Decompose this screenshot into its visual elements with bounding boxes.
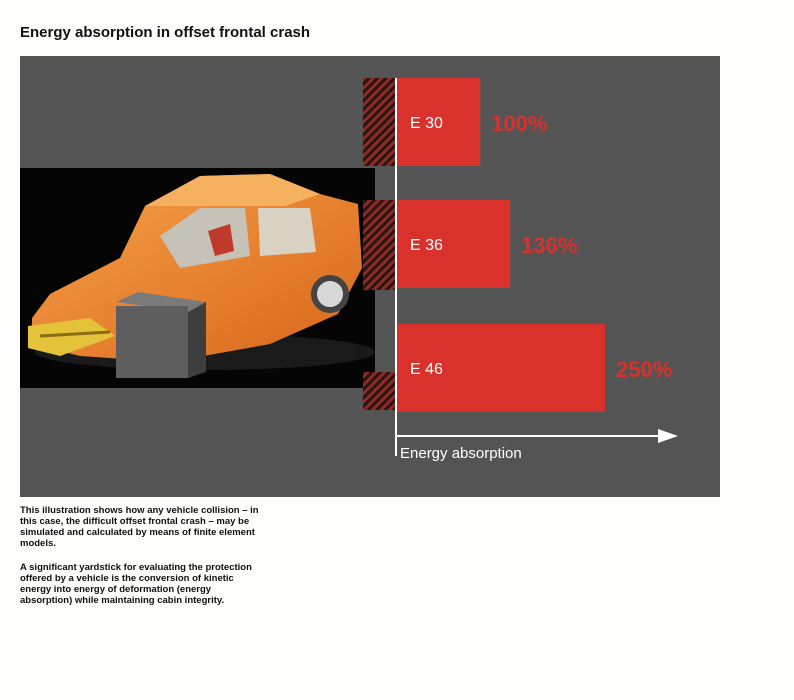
x-axis-label: Energy absorption bbox=[400, 445, 522, 462]
category-label: E 46 bbox=[410, 361, 443, 378]
chart-svg bbox=[20, 56, 720, 497]
x-axis bbox=[396, 429, 678, 443]
caption-paragraph-2: A significant yardstick for evaluating the protection offered by a vehicle is the conversion of kinetic energy into energy of deformation (energy absorption) while maintaining cabin integrity. bbox=[20, 562, 252, 606]
value-label: 250% bbox=[616, 357, 673, 382]
page-title: Energy absorption in offset frontal crash bbox=[20, 24, 311, 41]
category-label: E 36 bbox=[410, 237, 443, 254]
caption-paragraph-1: This illustration shows how any vehicle collision – in this case, the difficult offset frontal crash – may be simulated and calculated by means of finite element models. bbox=[20, 505, 259, 549]
value-label: 136% bbox=[521, 233, 578, 258]
chart-panel bbox=[20, 56, 720, 497]
category-label: E 30 bbox=[410, 115, 443, 132]
value-label: 100% bbox=[491, 111, 548, 136]
